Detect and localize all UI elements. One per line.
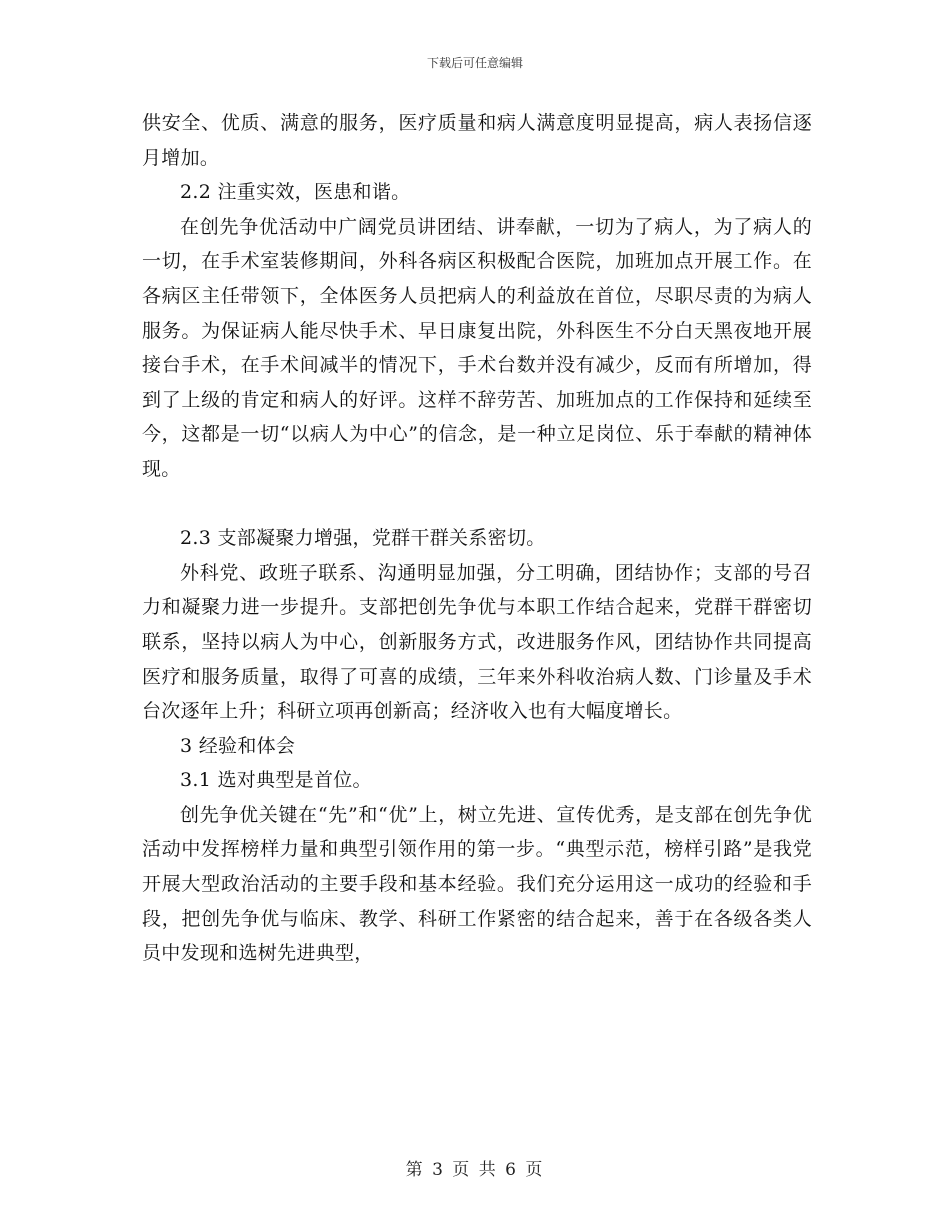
- section-heading-2-2: 2.2 注重实效，医患和谐。: [180, 181, 411, 204]
- page-header-note: 下载后可任意编辑: [426, 56, 523, 70]
- paragraph-2-3: 外科党、政班子联系、沟通明显加强，分工明确，团结协作；支部的号召力和凝聚力进一步提升。支部把创先争优与本职工作结合起来，党群干群密切联系，坚持以病人为中心，创新服务方式，改进服务作风，团结协作共同提高医疗和服务质量，取得了可喜的成绩，三年来外科收治病人数、门诊量及手术台次逐年上升；科研立项再创新高；经济收入也有大幅度增长。: [142, 561, 812, 723]
- paragraph-3-1: 创先争优关键在“先”和“优”上，树立先进、宣传优秀，是支部在创先争优活动中发挥榜样力量和典型引领作用的第一步。“典型示范，榜样引路”是我党开展大型政治活动的主要手段和基本经验。我们充分运用这一成功的经验和手段，把创先争优与临床、教学、科研工作紧密的结合起来，善于在各级各类人员中发现和选树先进典型，: [142, 803, 812, 965]
- paragraph-continued: 供安全、优质、满意的服务，医疗质量和病人满意度明显提高，病人表扬信逐月增加。: [142, 112, 812, 169]
- section-heading-3: 3 经验和体会: [180, 734, 296, 757]
- document-body: [142, 106, 812, 971]
- section-heading-2-3: 2.3 支部凝聚力增强，党群干群关系密切。: [180, 527, 546, 550]
- section-heading-3-1: 3.1 选对典型是首位。: [180, 769, 372, 792]
- page-number: 第 3 页 共 6 页: [405, 1160, 545, 1180]
- paragraph-2-2: 在创先争优活动中广阔党员讲团结、讲奉献，一切为了病人，为了病人的一切，在手术室装修期间，外科各病区积极配合医院，加班加点开展工作。在各病区主任带领下，全体医务人员把病人的利益放在首位，尽职尽责的为病人服务。为保证病人能尽快手术、早日康复出院，外科医生不分白天黑夜地开展接台手术，在手术间减半的情况下，手术台数并没有减少，反而有所增加，得到了上级的肯定和病人的好评。这样不辞劳苦、加班加点的工作保持和延续至今，这都是一切“以病人为中心”的信念，是一种立足岗位、乐于奉献的精神体现。: [142, 215, 812, 480]
